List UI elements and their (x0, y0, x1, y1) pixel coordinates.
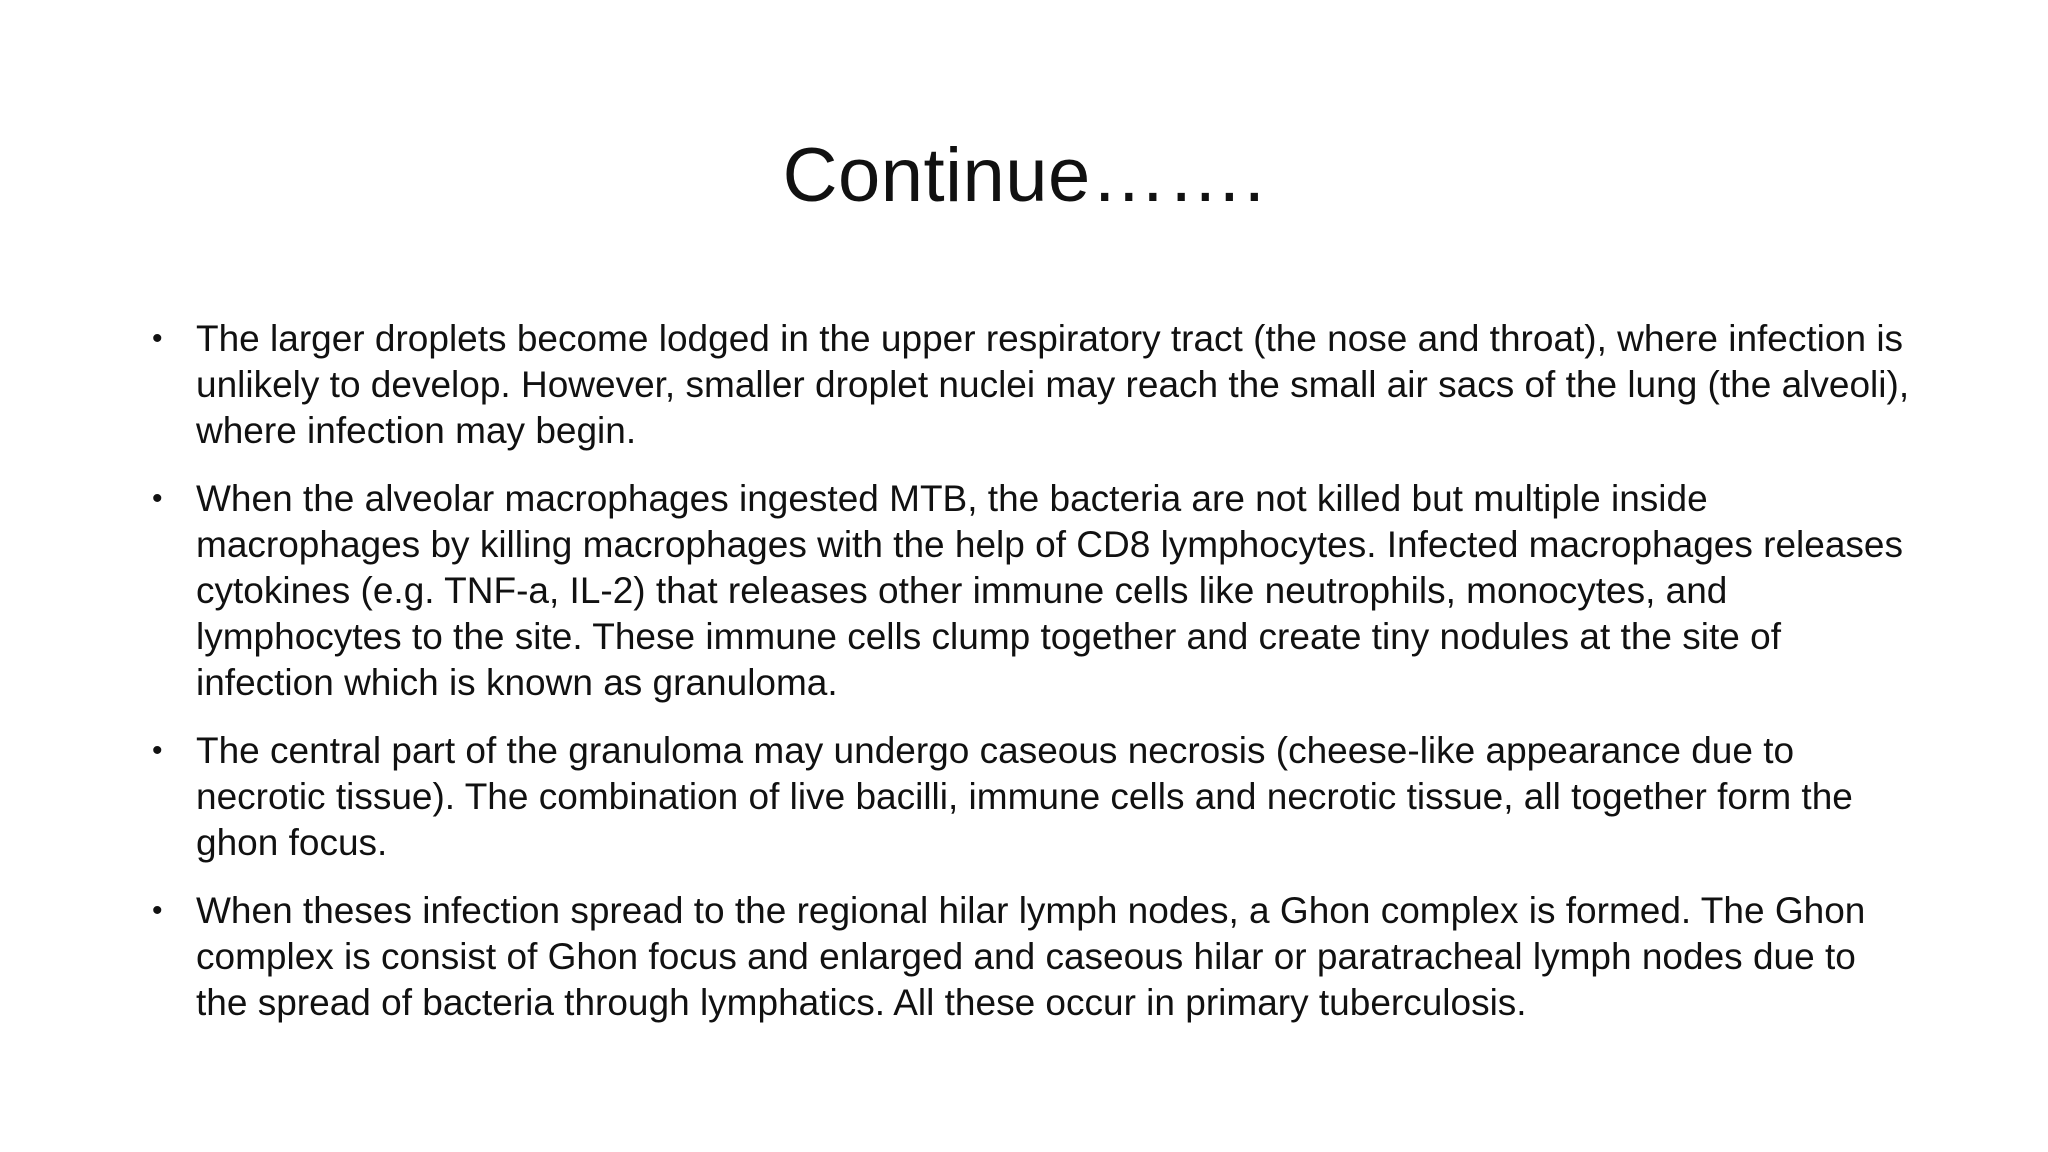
bullet-text: When theses infection spread to the regional hilar lymph nodes, a Ghon complex is formed. The Ghon complex is consist of Ghon focus and enlarged and caseous hilar or paratracheal lymph nodes due to the spread of bacteria through lymphatics. All these occur in primary tuberculosis. (196, 890, 1866, 1023)
bullet-item (152, 728, 1912, 866)
bullet-text: When the alveolar macrophages ingested MTB, the bacteria are not killed but multiple inside macrophages by killing macrophages with the help of CD8 lymphocytes. Infected macrophages releases cytokines (e.g. TNF-a, IL-2) that releases other immune cells like neutrophils, monocytes, and lymphocytes to the site. These immune cells clump together and create tiny nodules at the site of infection which is known as granuloma. (196, 478, 1904, 703)
bullet-dot-icon: • (152, 322, 163, 355)
bullet-text: The larger droplets become lodged in the upper respiratory tract (the nose and throat), where infection is unlikely to develop. However, smaller droplet nuclei may reach the small air sacs of the lung (the alveoli), where infection may begin. (196, 318, 1910, 451)
bullet-list (152, 316, 1912, 1048)
bullet-dot-icon: • (152, 482, 163, 515)
bullet-dot-icon: • (152, 894, 163, 927)
bullet-text: The central part of the granuloma may undergo caseous necrosis (cheese-like appearance due to necrotic tissue). The combination of live bacilli, immune cells and necrotic tissue, all together form the ghon focus. (196, 730, 1853, 863)
bullet-item (152, 476, 1912, 706)
bullet-item (152, 316, 1912, 454)
bullet-item (152, 888, 1912, 1026)
slide-title: Continue……. (782, 133, 1266, 218)
bullet-dot-icon: • (152, 734, 163, 767)
